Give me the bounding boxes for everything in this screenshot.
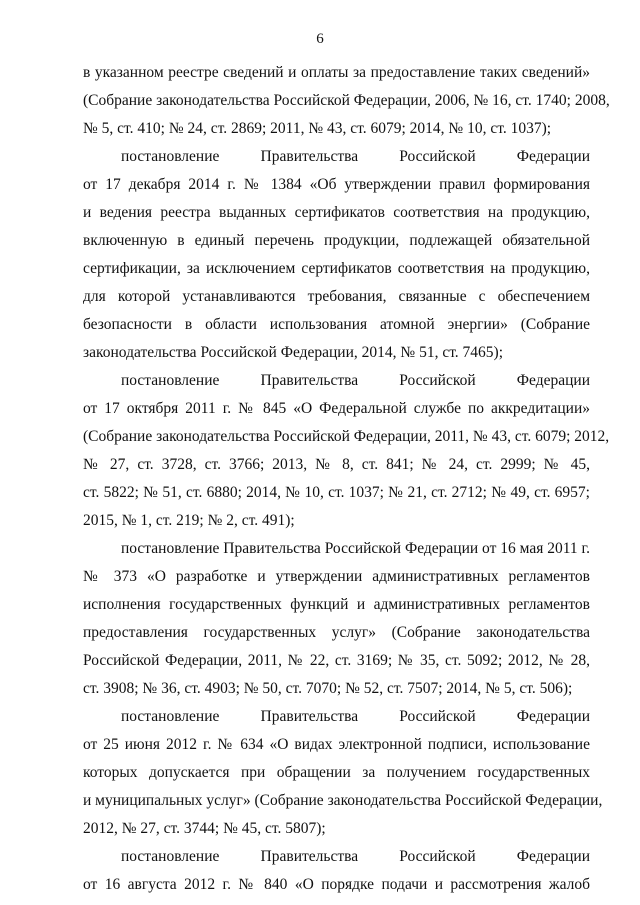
text-line: № 373 «О разработке и утверждении административных регламентов — [83, 568, 590, 585]
text-line: исполнения государственных функций и административных регламентов — [83, 596, 590, 613]
page-number: 6 — [316, 31, 324, 47]
paragraph-first-line: постановление Правительства Российской Федерации от 16 мая 2011 г. — [121, 540, 590, 557]
text-line: и ведения реестра выданных сертификатов соответствия на продукцию, — [83, 204, 590, 221]
text-line: ст. 3908; № 36, ст. 4903; № 50, ст. 7070; № 52, ст. 7507; 2014, № 5, ст. 506); — [83, 680, 573, 697]
text-line: от 16 августа 2012 г. № 840 «О порядке подачи и рассмотрения жалоб — [83, 876, 590, 893]
text-line: включенную в единый перечень продукции, подлежащей обязательной — [83, 232, 590, 249]
paragraph-first-line: постановление Правительства Российской Федерации — [121, 148, 590, 165]
text-line: (Собрание законодательства Российской Федерации, 2011, № 43, ст. 6079; 2012, — [83, 428, 610, 445]
text-line: безопасности в области использования атомной энергии» (Собрание — [83, 316, 590, 333]
text-line: от 17 декабря 2014 г. № 1384 «Об утверждении правил формирования — [83, 176, 590, 193]
text-line: (Собрание законодательства Российской Федерации, 2006, № 16, ст. 1740; 2008, — [83, 92, 610, 109]
text-line: для которой устанавливаются требования, связанные с обеспечением — [83, 288, 590, 305]
text-line: Российской Федерации, 2011, № 22, ст. 3169; № 35, ст. 5092; 2012, № 28, — [83, 652, 590, 669]
text-line: от 17 октября 2011 г. № 845 «О Федеральной службе по аккредитации» — [83, 400, 590, 417]
text-line: № 5, ст. 410; № 24, ст. 2869; 2011, № 43, ст. 6079; 2014, № 10, ст. 1037); — [83, 120, 552, 137]
text-line: в указанном реестре сведений и оплаты за предоставление таких сведений» — [83, 64, 590, 81]
text-line: которых допускается при обращении за получением государственных — [83, 764, 590, 781]
paragraph-first-line: постановление Правительства Российской Федерации — [121, 708, 590, 725]
text-line: сертификации, за исключением сертификатов соответствия на продукцию, — [83, 260, 590, 277]
paragraph-first-line: постановление Правительства Российской Федерации — [121, 848, 590, 865]
text-line: и муниципальных услуг» (Собрание законодательства Российской Федерации, — [83, 792, 603, 809]
text-line: № 27, ст. 3728, ст. 3766; 2013, № 8, ст. 841; № 24, ст. 2999; № 45, — [83, 456, 590, 473]
text-line: 2012, № 27, ст. 3744; № 45, ст. 5807); — [83, 820, 326, 837]
paragraph-first-line: постановление Правительства Российской Федерации — [121, 372, 590, 389]
text-line: законодательства Российской Федерации, 2014, № 51, ст. 7465); — [83, 344, 504, 361]
text-line: 2015, № 1, ст. 219; № 2, ст. 491); — [83, 512, 295, 529]
text-line: от 25 июня 2012 г. № 634 «О видах электронной подписи, использование — [83, 736, 590, 753]
text-line: предоставления государственных услуг» (Собрание законодательства — [83, 624, 590, 641]
text-line: ст. 5822; № 51, ст. 6880; 2014, № 10, ст. 1037; № 21, ст. 2712; № 49, ст. 6957; — [83, 484, 590, 501]
